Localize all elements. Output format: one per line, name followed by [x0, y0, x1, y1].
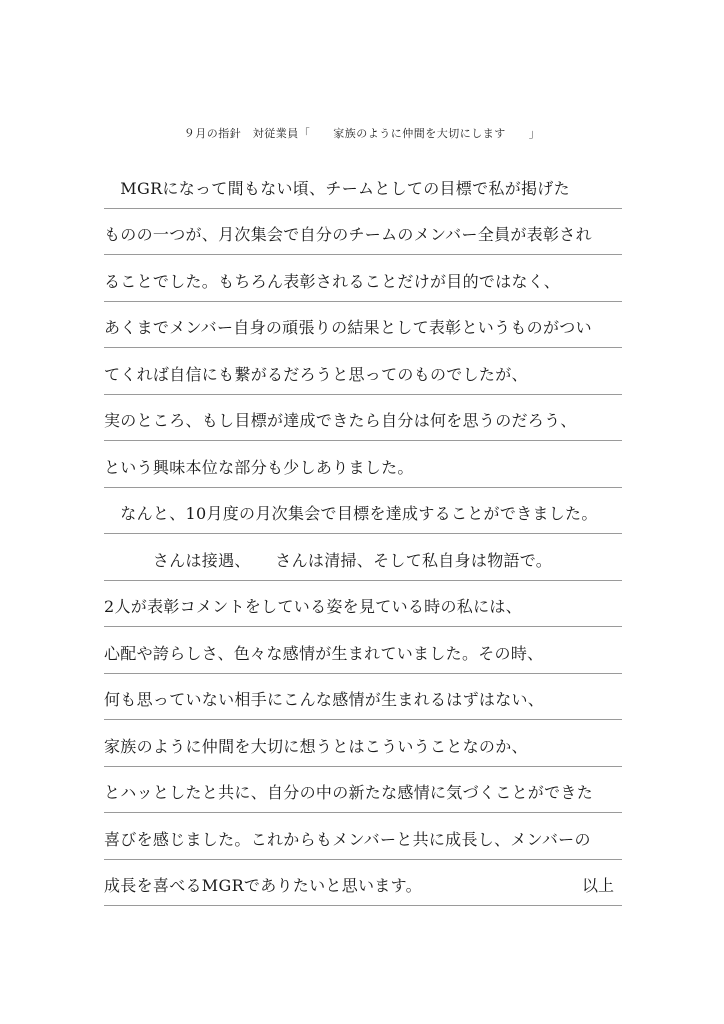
line-text: という興味本位な部分も少しありました。	[104, 457, 414, 477]
line-text: 喜びを感じました。これからもメンバーと共に成長し、メンバーの	[104, 829, 591, 849]
ruled-line	[104, 488, 622, 535]
line-text: あくまでメンバー自身の頑張りの結果として表彰というものがつい	[104, 318, 592, 337]
ruled-line	[104, 255, 622, 302]
ruled-lines	[104, 162, 622, 906]
line-text: 心配や誇らしさ、色々な感情が生まれていました。その時、	[104, 643, 544, 663]
line-text: 2人が表彰コメントをしている姿を見ている時の私には、	[104, 597, 522, 616]
ruled-line	[104, 209, 622, 256]
line-text: MGRになって間もない頃、チームとしての目標で私が掲げた	[104, 178, 570, 198]
ruled-line	[104, 627, 622, 674]
line-text: さんは接遇、 さんは清掃、そして私自身は物語で。	[104, 550, 553, 570]
line-text: 家族のように仲間を大切に想うとはこういうことなのか、	[104, 736, 528, 756]
ruled-line	[104, 534, 622, 581]
ruled-line	[104, 441, 622, 488]
ruled-line	[104, 720, 622, 767]
line-text: 何も思っていない相手にこんな感情が生まれるはずはない、	[104, 690, 545, 709]
line-text: なんと、10月度の月次集会で目標を達成することができました。	[104, 504, 598, 523]
line-text: ることでした。もちろん表彰されることだけが目的ではなく、	[104, 271, 561, 291]
ruled-line	[104, 395, 622, 442]
ruled-line	[104, 162, 622, 209]
line-text: とハッとしたと共に、自分の中の新たな感情に気づくことができた	[104, 783, 594, 802]
document-header: ９月の指針 対従業員「 家族のように仲間を大切にします 」	[183, 127, 541, 140]
line-text: ものの一つが、月次集会で自分のチームのメンバー全員が表彰され	[104, 225, 592, 244]
line-text: 実のところ、もし目標が達成できたら自分は何を思うのだろう、	[104, 411, 577, 430]
ruled-line	[104, 860, 622, 907]
line-text: てくれば自信にも繋がるだろうと思ってのものでしたが、	[104, 364, 528, 384]
ruled-line	[104, 581, 622, 628]
ruled-line	[104, 674, 622, 721]
ruled-line	[104, 813, 622, 860]
signoff-text: 以上	[581, 876, 614, 895]
line-text: 成長を喜べるMGRでありたいと思います。	[104, 876, 422, 895]
ruled-line	[104, 767, 622, 814]
ruled-line	[104, 348, 622, 395]
ruled-line	[104, 302, 622, 349]
